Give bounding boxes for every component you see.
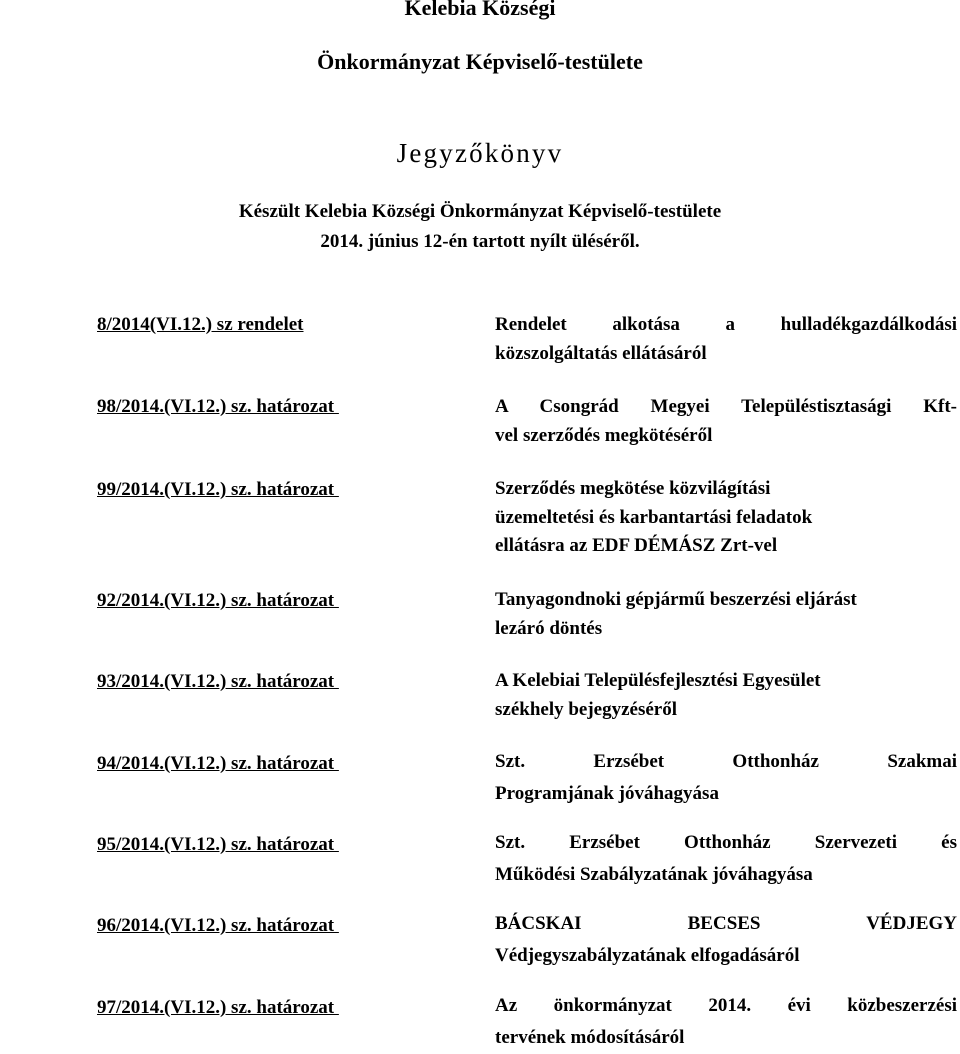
resolution-label: 93/2014.(VI.12.) sz. határozat — [97, 671, 339, 692]
resolution-label: 98/2014.(VI.12.) sz. határozat — [97, 396, 339, 417]
resolution-description-line: vel szerződés megkötéséről — [495, 424, 713, 446]
resolution-description-line: A Csongrád Megyei Településtisztasági Kft- — [495, 396, 957, 417]
resolution-description — [495, 990, 957, 1054]
resolution-description-line: Szt. Erzsébet Otthonház Szervezeti és — [495, 832, 957, 853]
resolution-description-line: üzemeltetési és karbantartási feladatok — [495, 506, 813, 528]
document-subtitle-line2: 2014. június 12-én tartott nyílt üléséről. — [320, 231, 640, 252]
resolution-description-line: BÁCSKAI BECSES VÉDJEGY — [495, 913, 957, 934]
resolution-label: 92/2014.(VI.12.) sz. határozat — [97, 590, 339, 611]
document-subtitle-line1: Készült Kelebia Községi Önkormányzat Képviselő-testülete — [238, 201, 722, 222]
council-name-line1: Kelebia Községi — [404, 0, 556, 20]
council-name-line2: Önkormányzat Képviselő-testülete — [317, 49, 643, 74]
resolution-label: 96/2014.(VI.12.) sz. határozat — [97, 915, 339, 936]
resolution-description-line: tervének módosításáról — [495, 1027, 685, 1048]
resolution-description-line: Programjának jóváhagyása — [495, 783, 719, 804]
resolution-description-line: székhely bejegyzéséről — [495, 698, 678, 720]
document-title: Jegyzőkönyv — [396, 138, 564, 168]
resolution-description-line: lezáró döntés — [495, 617, 603, 639]
resolution-label: 95/2014.(VI.12.) sz. határozat — [97, 834, 339, 855]
resolution-description — [495, 475, 957, 561]
resolution-description — [495, 746, 957, 810]
resolution-description — [495, 586, 957, 643]
resolution-label: 94/2014.(VI.12.) sz. határozat — [97, 753, 339, 774]
resolution-description-line: Rendelet alkotása a hulladékgazdálkodási — [495, 314, 957, 335]
resolution-description — [495, 908, 957, 972]
resolution-label: 8/2014(VI.12.) sz rendelet — [97, 314, 304, 335]
resolution-label: 99/2014.(VI.12.) sz. határozat — [97, 479, 339, 500]
resolution-description-line: ellátásra az EDF DÉMÁSZ Zrt-vel — [495, 535, 778, 556]
resolution-description-line: Szerződés megkötése közvilágítási — [495, 478, 771, 499]
resolution-description — [495, 393, 957, 450]
resolution-label: 97/2014.(VI.12.) sz. határozat — [97, 997, 339, 1018]
resolution-description-line: Az önkormányzat 2014. évi közbeszerzési — [495, 995, 957, 1016]
resolution-description-line: Védjegyszabályzatának elfogadásáról — [495, 945, 800, 966]
resolution-description — [495, 311, 957, 368]
resolution-description-line: Működési Szabályzatának jóváhagyása — [495, 864, 813, 885]
resolution-description — [495, 667, 957, 724]
resolution-description-line: Tanyagondnoki gépjármű beszerzési eljárást — [495, 589, 857, 610]
resolution-description-line: közszolgáltatás ellátásáról — [495, 342, 707, 364]
resolution-description — [495, 827, 957, 891]
resolution-description-line: A Kelebiai Településfejlesztési Egyesület — [495, 670, 821, 691]
resolution-description-line: Szt. Erzsébet Otthonház Szakmai — [495, 751, 957, 772]
